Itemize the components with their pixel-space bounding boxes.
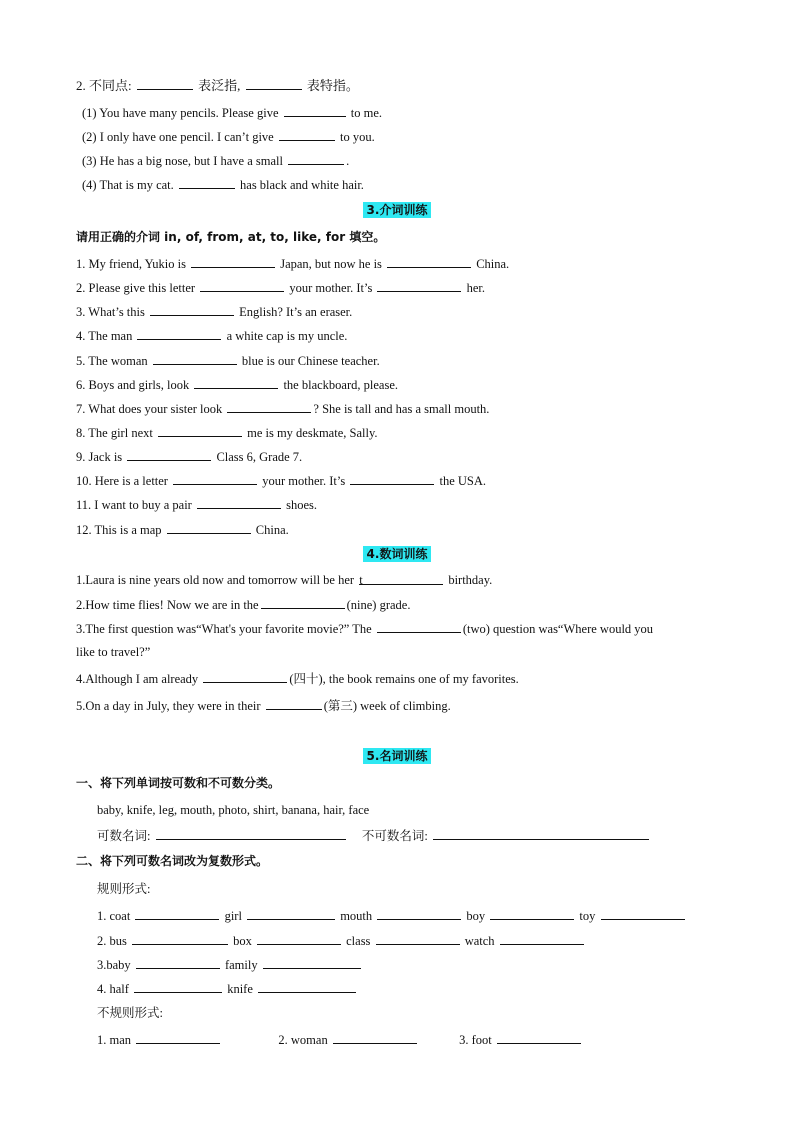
s3-text: Class 6, Grade 7.: [216, 450, 303, 464]
classify-row: [97, 827, 651, 844]
s3-text: shoes.: [286, 498, 317, 512]
s4-text: (two) question was“Where would you: [462, 622, 654, 636]
s4-text: (第三) week of climbing.: [323, 699, 451, 713]
s3-item-11: [76, 496, 317, 513]
blank[interactable]: [167, 521, 251, 534]
blank[interactable]: [500, 932, 584, 945]
s4-text: 3.The first question was“What's your favorite movie?” The: [76, 622, 372, 636]
blank[interactable]: [134, 980, 222, 993]
blank[interactable]: [132, 932, 228, 945]
word: watch: [464, 934, 495, 948]
blank[interactable]: [191, 255, 275, 268]
blank[interactable]: [263, 956, 361, 969]
s4-text: 5.On a day in July, they were in their: [76, 699, 261, 713]
s3-text: ? She is tall and has a small mouth.: [313, 402, 490, 416]
s2-item-text: to me.: [350, 106, 382, 120]
s4-text: (四十), the book remains one of my favorites.: [289, 672, 519, 686]
s3-item-9: [76, 448, 302, 465]
specific-label: 表特指。: [306, 78, 359, 93]
blank[interactable]: [194, 376, 278, 389]
s2-item-text: (3) He has a big nose, but I have a small: [82, 154, 283, 168]
blank[interactable]: [377, 907, 461, 920]
s2-item-text: to you.: [339, 130, 375, 144]
s2-item-2: [82, 128, 375, 145]
s3-text: 2. Please give this letter: [76, 281, 196, 295]
s3-text: your mother. It’s: [262, 474, 346, 488]
s4-text: 1.Laura is nine years old now and tomorrow will be her: [76, 573, 355, 587]
plural-row-3: [97, 956, 363, 973]
blank[interactable]: [601, 907, 685, 920]
s4-item-3: [76, 620, 653, 637]
part1-title: 一、将下列单词按可数和不可数分类。: [76, 776, 281, 790]
s3-text: me is my deskmate, Sally.: [247, 426, 378, 440]
s3-item-3: [76, 303, 352, 320]
blank[interactable]: [197, 496, 281, 509]
s2-item-text: (2) I only have one pencil. I can’t give: [82, 130, 274, 144]
blank[interactable]: [127, 448, 211, 461]
blank-specific[interactable]: [246, 77, 302, 90]
blank[interactable]: [150, 303, 234, 316]
s3-text: 1. My friend, Yukio is: [76, 257, 186, 271]
s3-text: a white cap is my uncle.: [226, 329, 348, 343]
s3-text: China.: [476, 257, 510, 271]
word: mouth: [340, 909, 373, 923]
blank[interactable]: [258, 980, 356, 993]
s4-item-3-cont: like to travel?”: [76, 645, 151, 659]
s3-text: the USA.: [439, 474, 486, 488]
word: 4. half: [97, 982, 129, 996]
s3-item-10: [76, 472, 486, 489]
word: 2. bus: [97, 934, 127, 948]
section2-title: 2. 不同点:: [76, 78, 132, 93]
blank[interactable]: [350, 472, 434, 485]
s3-text: 7. What does your sister look: [76, 402, 223, 416]
section2-title-line: [76, 77, 359, 94]
section5-heading-text: 5.名词训练: [363, 748, 432, 764]
plural-row-4: [97, 980, 358, 997]
blank[interactable]: [153, 352, 237, 365]
s3-text: 11. I want to buy a pair: [76, 498, 192, 512]
blank[interactable]: [136, 1031, 220, 1044]
blank[interactable]: [200, 279, 284, 292]
s4-text: birthday.: [448, 573, 493, 587]
s3-text: China.: [255, 523, 289, 537]
section4-heading-text: 4.数词训练: [363, 546, 432, 562]
uncountable-label: 不可数名词:: [361, 829, 428, 843]
blank[interactable]: [497, 1031, 581, 1044]
plural-row-1: [97, 907, 687, 924]
blank[interactable]: [279, 128, 335, 141]
word: girl: [224, 909, 242, 923]
generic-label: 表泛指,: [198, 78, 241, 93]
s3-text: 12. This is a map: [76, 523, 162, 537]
s3-item-2: [76, 279, 485, 296]
blank[interactable]: [158, 424, 242, 437]
s3-text: 6. Boys and girls, look: [76, 378, 190, 392]
section5-heading: [0, 747, 794, 764]
word: family: [224, 958, 258, 972]
s3-text: the blackboard, please.: [283, 378, 398, 392]
blank[interactable]: [173, 472, 257, 485]
s2-item-3: [82, 152, 349, 169]
blank[interactable]: [377, 620, 461, 633]
s3-text: your mother. It’s: [289, 281, 373, 295]
part2-title: 二、将下列可数名词改为复数形式。: [76, 854, 269, 868]
s4-hint-letter: t: [359, 573, 363, 587]
word: toy: [579, 909, 596, 923]
s3-item-8: [76, 424, 378, 441]
word-list: baby, knife, leg, mouth, photo, shirt, banana, hair, face: [97, 803, 370, 817]
word: 1. coat: [97, 909, 131, 923]
section3-heading-text: 3.介词训练: [363, 202, 432, 218]
plural-row-2: [97, 932, 586, 949]
s3-text: 5. The woman: [76, 354, 148, 368]
section4-heading: [0, 545, 794, 562]
s3-item-5: [76, 352, 380, 369]
blank[interactable]: [135, 907, 219, 920]
word: class: [346, 934, 371, 948]
irregular-label: 不规则形式:: [97, 1006, 163, 1020]
blank[interactable]: [333, 1031, 417, 1044]
s3-text: 9. Jack is: [76, 450, 123, 464]
uncountable-blank[interactable]: [433, 827, 649, 840]
word: box: [233, 934, 252, 948]
word: 1. man: [97, 1033, 132, 1047]
s3-item-4: [76, 327, 347, 344]
s3-item-6: [76, 376, 398, 393]
blank[interactable]: [359, 572, 443, 585]
blank[interactable]: [179, 176, 235, 189]
s4-item-4: [76, 670, 519, 687]
s3-text: 4. The man: [76, 329, 133, 343]
s2-item-text: (1) You have many pencils. Please give: [82, 106, 279, 120]
blank[interactable]: [266, 697, 322, 710]
regular-label: 规则形式:: [97, 882, 151, 896]
s2-item-1: [82, 104, 382, 121]
s3-text: 8. The girl next: [76, 426, 153, 440]
blank[interactable]: [257, 932, 341, 945]
blank[interactable]: [137, 327, 221, 340]
s4-item-1: [76, 572, 492, 588]
s3-text: 10. Here is a letter: [76, 474, 168, 488]
s4-text: (nine) grade.: [346, 598, 411, 612]
s3-text: blue is our Chinese teacher.: [241, 354, 380, 368]
blank[interactable]: [288, 152, 344, 165]
s4-text: 4.Although I am already: [76, 672, 199, 686]
blank[interactable]: [387, 255, 471, 268]
s2-item-text: has black and white hair.: [240, 178, 364, 192]
blank-generic[interactable]: [137, 77, 193, 90]
word: knife: [227, 982, 253, 996]
blank[interactable]: [136, 956, 220, 969]
word: boy: [466, 909, 486, 923]
plural-row-5: [97, 1031, 583, 1048]
s3-text: 3. What’s this: [76, 305, 145, 319]
s2-item-4: [82, 176, 364, 193]
s4-item-5: [76, 697, 451, 714]
blank[interactable]: [284, 104, 346, 117]
word: 2. woman: [278, 1033, 328, 1047]
s3-item-12: [76, 521, 289, 538]
word: 3. foot: [459, 1033, 492, 1047]
s2-item-text: .: [346, 154, 350, 168]
s3-item-7: [76, 400, 489, 417]
s3-text: Japan, but now he is: [280, 257, 382, 271]
word: 3.baby: [97, 958, 131, 972]
blank[interactable]: [376, 932, 460, 945]
countable-label: 可数名词:: [97, 829, 151, 843]
s4-item-2: [76, 596, 410, 613]
blank[interactable]: [247, 907, 335, 920]
blank[interactable]: [490, 907, 574, 920]
s2-item-text: (4) That is my cat.: [82, 178, 174, 192]
s3-text: her.: [466, 281, 485, 295]
section3-instruction: 请用正确的介词 in, of, from, at, to, like, for 填空。: [76, 230, 386, 244]
s3-item-1: [76, 255, 509, 272]
s3-text: English? It’s an eraser.: [239, 305, 353, 319]
section3-heading: [0, 201, 794, 218]
blank[interactable]: [203, 670, 287, 683]
blank[interactable]: [261, 596, 345, 609]
blank[interactable]: [227, 400, 311, 413]
countable-blank[interactable]: [156, 827, 346, 840]
s4-text: 2.How time flies! Now we are in the: [76, 598, 259, 612]
blank[interactable]: [377, 279, 461, 292]
